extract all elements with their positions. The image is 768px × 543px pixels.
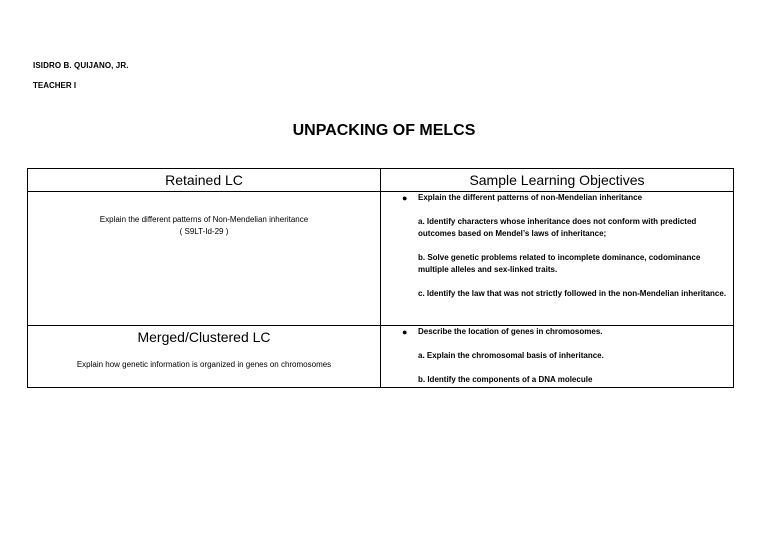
objectives-cell [381,192,734,326]
objectives-list [381,192,733,300]
merged-lc-cell [28,326,381,388]
objectives-cell [381,326,734,388]
sample-objectives-header: Sample Learning Objectives [381,169,734,192]
list-item [402,326,727,338]
merged-competency: Explain how genetic information is organized in genes on chromosomes [76,360,332,369]
bullet-icon: ● [402,327,408,337]
list-item: a. Explain the chromosomal basis of inheritance. [418,351,604,360]
retained-lc-cell [28,192,381,326]
table-row [28,326,734,388]
objective-bullet-text: Describe the location of genes in chromosomes. [418,327,603,336]
list-item [402,192,727,204]
author-name: ISIDRO B. QUIJANO, JR. [33,61,129,70]
list-item: b. Identify the components of a DNA molecule [418,375,593,384]
bullet-icon: ● [402,193,408,203]
list-item: c. Identify the law that was not strictly followed in the non-Mendelian inheritance. [418,289,727,298]
list-item: a. Identify characters whose inheritance does not conform with predicted outcomes based on Mendel’s laws of inheritance; [418,217,697,238]
retained-competency: Explain the different patterns of Non-Mendelian inheritance [99,215,309,224]
table-header-row [28,169,734,192]
table-row [28,192,734,326]
retained-lc-header: Retained LC [28,169,381,192]
melc-table [27,168,734,388]
document-title: UNPACKING OF MELCS [292,122,476,139]
objective-bullet-text: Explain the different patterns of non-Mendelian inheritance [418,193,643,202]
objectives-list [381,326,733,386]
retained-lc-text [28,214,380,238]
merged-lc-header: Merged/Clustered LC [137,329,271,345]
retained-code: ( S9LT-Id-29 ) [179,227,229,236]
author-role: TEACHER I [33,81,77,90]
list-item: b. Solve genetic problems related to incomplete dominance, codominance multiple alleles and sex-linked traits. [418,253,701,274]
